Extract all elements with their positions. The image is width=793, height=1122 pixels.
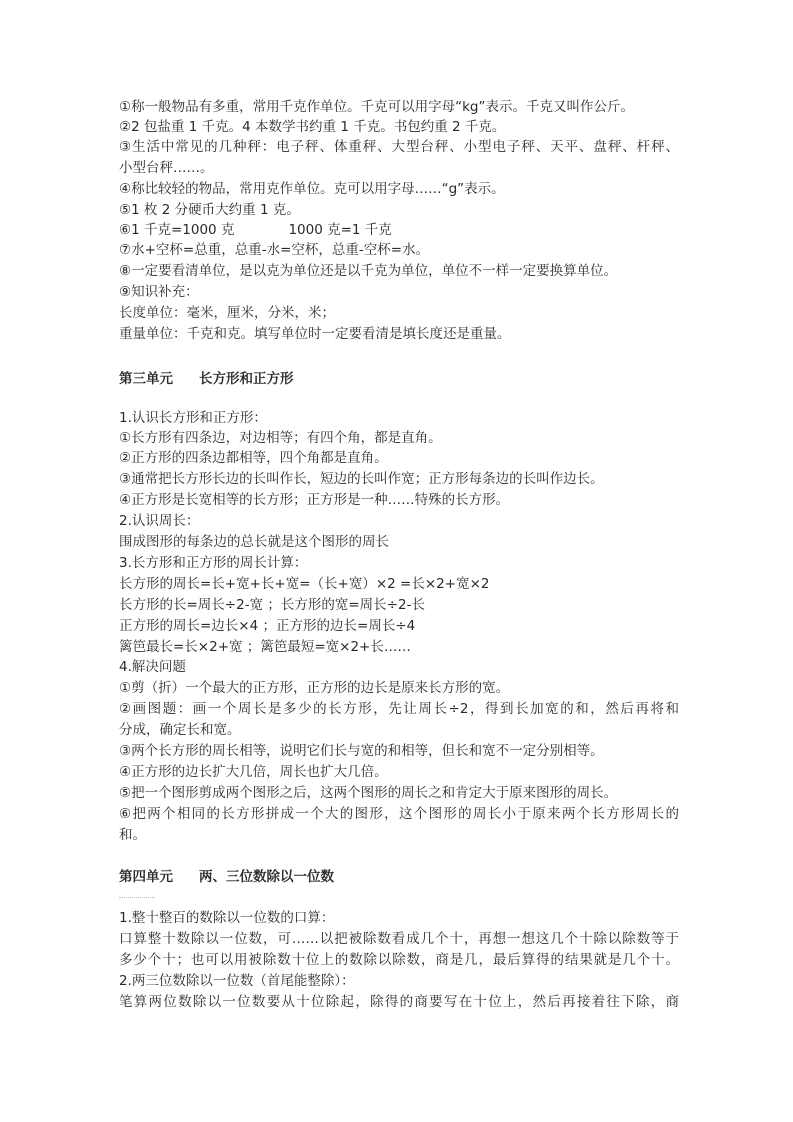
text-line: 2.认识周长： [119,513,200,529]
text-line: ④称比较轻的物品，常用克作单位。克可以用字母……“g”表示。 [119,181,505,197]
text-line: 笔算两位数除以一位数要从十位除起，除得的商要写在十位上，然后再接着往下除，商 [119,994,679,1010]
text-line: 长方形的长=周长÷2-宽 ；长方形的宽=周长÷2-长 [119,597,425,613]
text-line: 3.长方形和正方形的周长计算： [119,555,308,571]
text-line: ①称一般物品有多重，常用千克作单位。千克可以用字母“kg”表示。千克又叫作公斤。 [119,99,634,115]
text-line: 小型台秤……。 [119,160,214,176]
unit3-label: 第三单元 [119,371,173,387]
text-line: ⑨知识补充： [119,284,199,300]
text-line: 分成，确定长和宽。 [119,722,241,738]
text-line: ②正方形的四条边都相等，四个角都是直角。 [119,450,388,466]
unit4-label: 第四单元 [119,869,173,885]
text-line: ⑤把一个图形剪成两个图形之后，这两个图形的周长之和肯定大于原来图形的周长。 [119,785,618,801]
text-line: 和。 [119,827,146,843]
text-line: 口算整十数除以一位数，可……以把被除数看成几个十，再想一想这几个十除以除数等于 [119,931,679,947]
text-line: 1.整十整百的数除以一位数的口算： [119,910,335,926]
text-line: 重量单位：千克和克。填写单位时一定要看清是填长度还是重量。 [119,326,511,342]
text-line: ③通常把长方形长边的长叫作长，短边的长叫作宽；正方形每条边的长叫作边长。 [119,471,604,487]
unit4-heading [119,868,334,886]
unit4-title: 两、三位数除以一位数 [199,869,334,885]
text-line: 长度单位：毫米，厘米，分米，米； [119,305,335,321]
text-line: ①剪（折）一个最大的正方形，正方形的边长是原来长方形的宽。 [119,680,510,696]
text-line: ④正方形是长宽相等的长方形；正方形是一种……特殊的长方形。 [119,492,510,508]
unit3-heading [119,370,294,388]
text-line: ⑥把两个相同的长方形拼成一个大的图形，这个图形的周长小于原来两个长方形周长的 [119,806,679,822]
text-line: ③两个长方形的周长相等，说明它们长与宽的和相等，但长和宽不一定分别相等。 [119,743,604,759]
text-line: 2.两三位数除以一位数（首尾能整除）： [119,973,355,989]
text-line: 长方形的周长=长+宽+长+宽=（长+宽）×2 =长×2+宽×2 [119,576,490,592]
text-line: 正方形的周长=边长×4 ；正方形的边长=周长÷4 [119,618,416,634]
text-line: 4.解决问题 [119,659,186,675]
text-line: ②画图题：画一个周长是多少的长方形，先让周长÷2，得到长加宽的和，然后再将和 [119,701,679,717]
text-line: ⑦水+空杯=总重，总重-水=空杯，总重-空杯=水。 [119,242,430,258]
text-line: ⑤1 枚 2 分硬币大约重 1 克。 [119,202,300,218]
divider [119,895,155,898]
text-line: 篱笆最长=长×2+宽 ；篱笆最短=宽×2+长…… [119,639,411,655]
text-line: ⑧一定要看清单位，是以克为单位还是以千克为单位，单位不一样一定要换算单位。 [119,263,618,279]
text-line: ①长方形有四条边，对边相等；有四个角，都是直角。 [119,430,442,446]
text-line: 1.认识长方形和正方形： [119,410,267,426]
text-line: 多少个十；也可以用被除数十位上的数除以除数，商是几，最后算得的结果就是几个十。 [119,952,679,968]
text-line: ③生活中常见的几种秤：电子秤、体重秤、大型台秤、小型电子秤、天平、盘秤、杆秤、 [119,139,679,155]
text-line: ②2 包盐重 1 千克。4 本数学书约重 1 千克。书包约重 2 千克。 [119,119,506,135]
unit3-title: 长方形和正方形 [199,371,294,387]
text-line: 围成图形的每条边的总长就是这个图形的周长 [119,534,389,550]
text-line: ⑥1 千克=1000 克 1000 克=1 千克 [119,222,392,238]
text-line: ④正方形的边长扩大几倍，周长也扩大几倍。 [119,764,388,780]
